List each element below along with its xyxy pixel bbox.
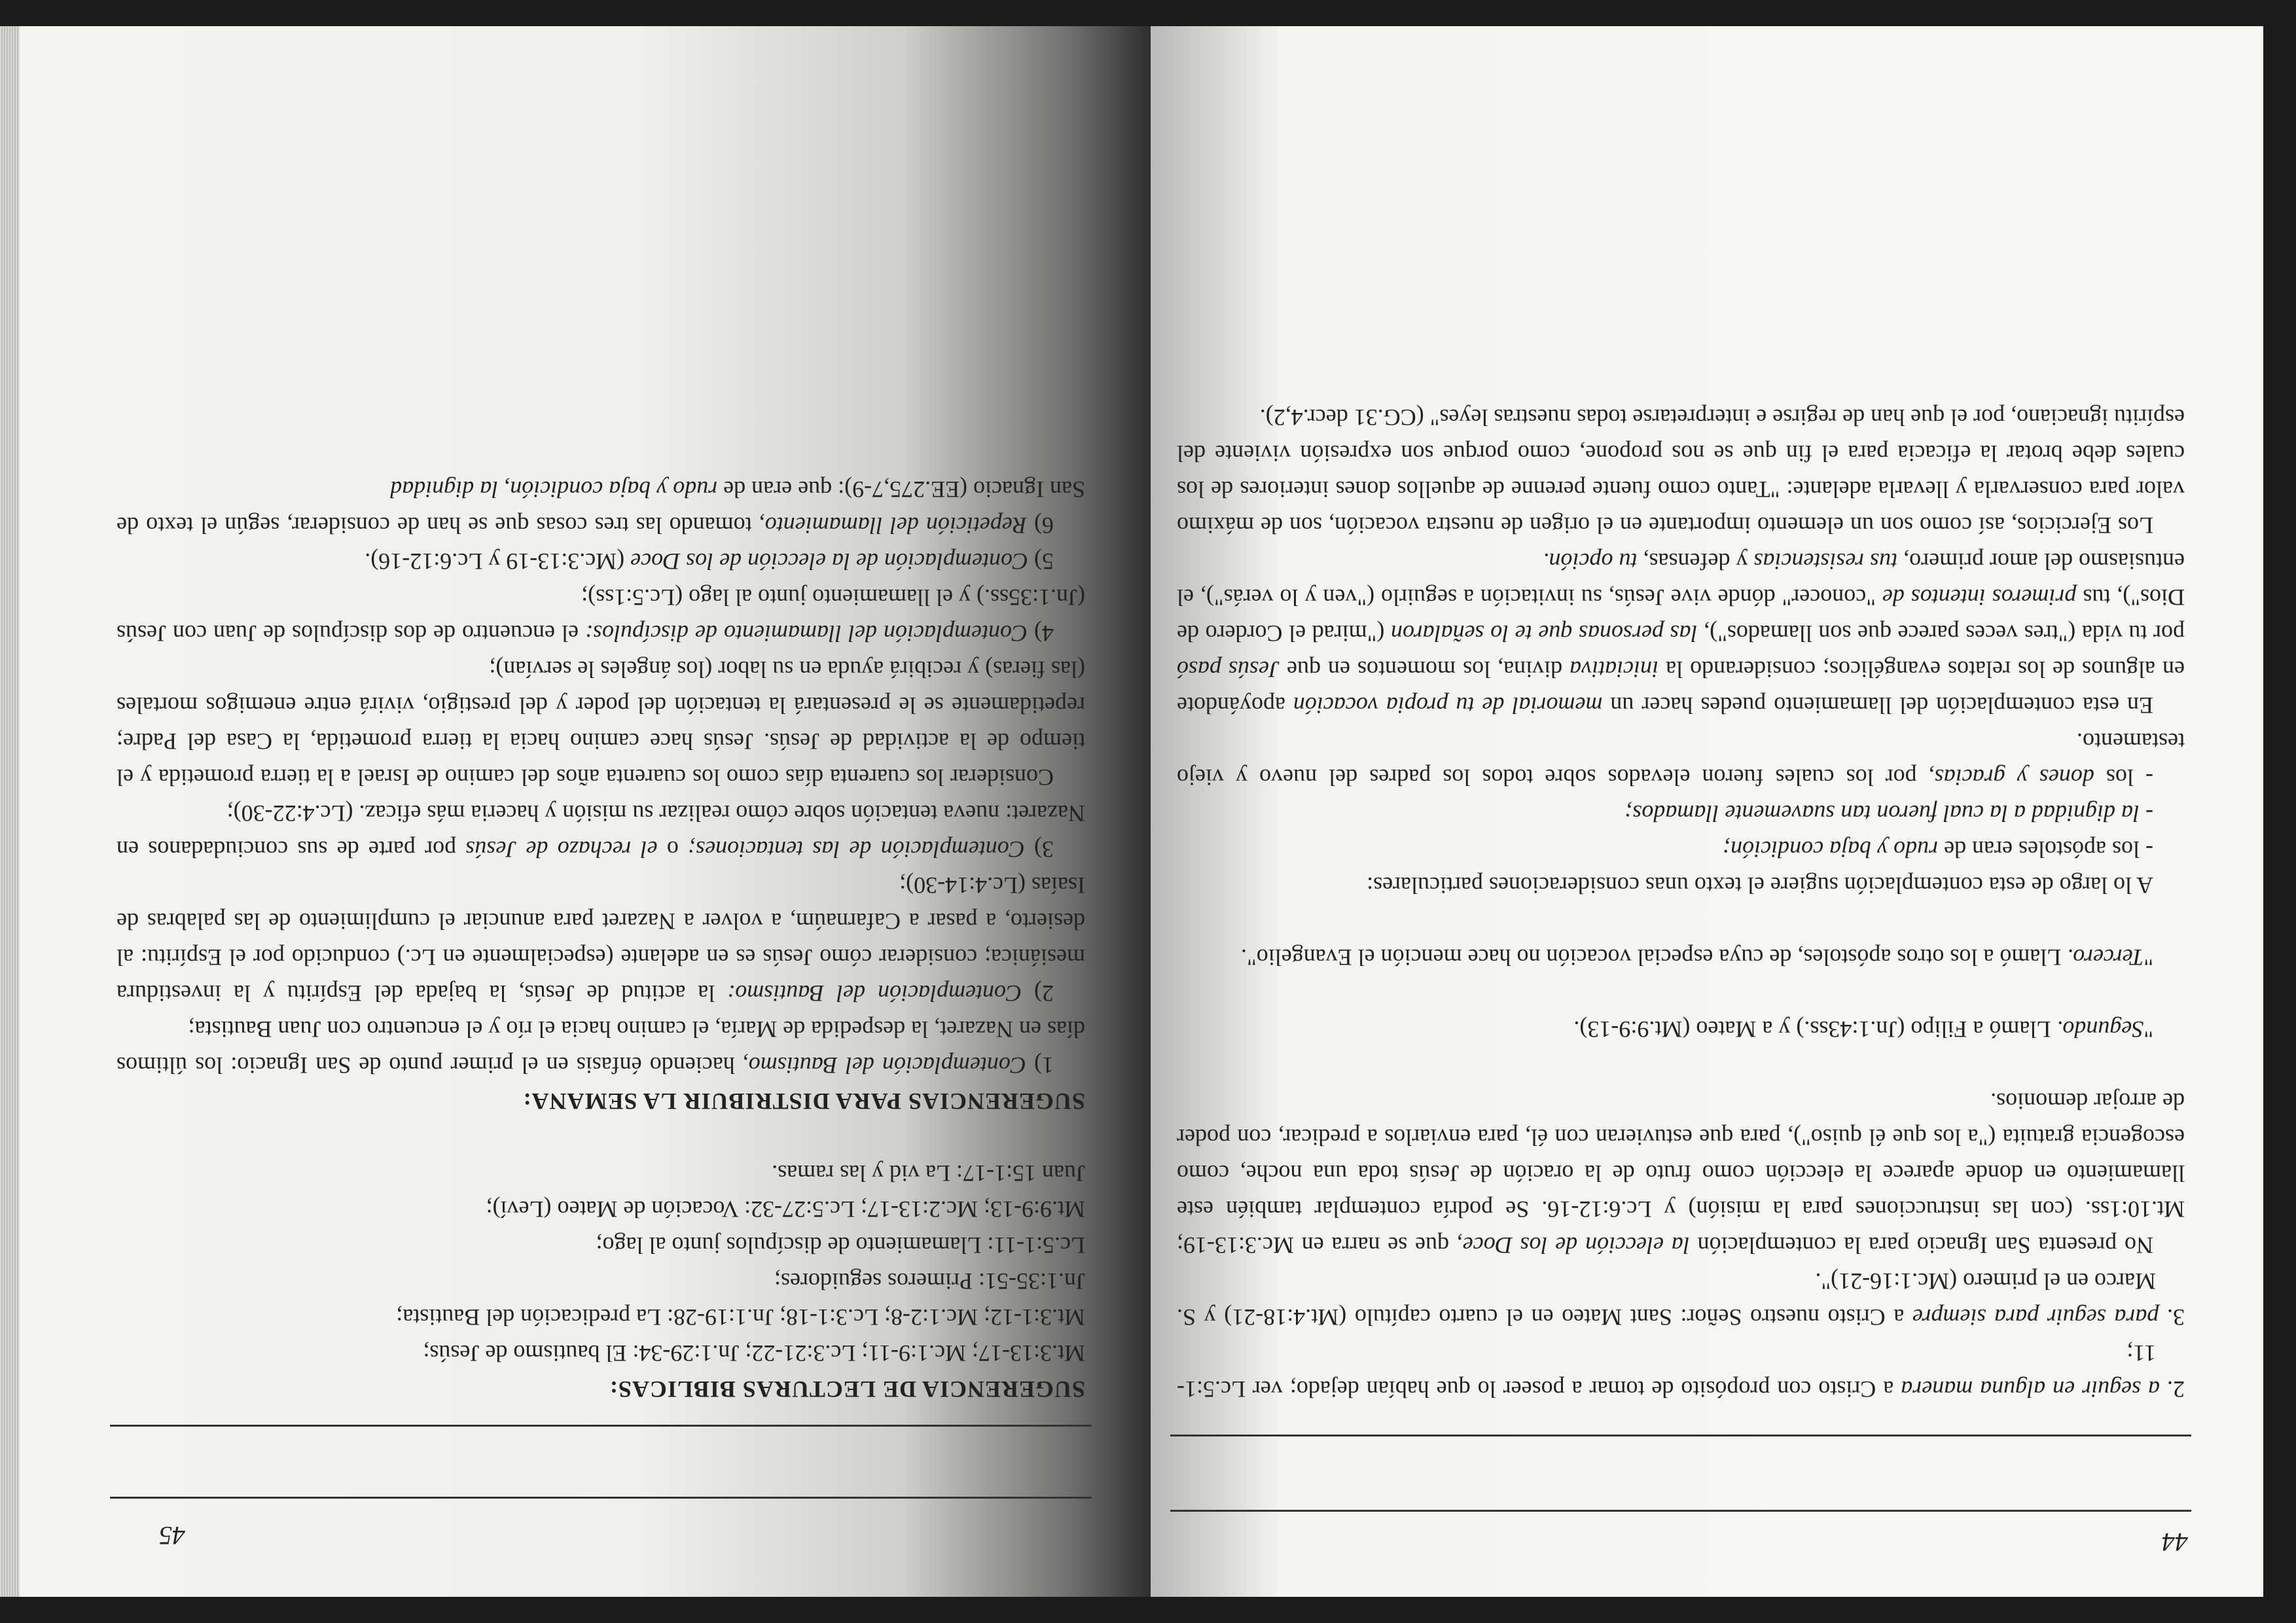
paragraph: 2. a seguir en alguna manera a Cristo con propósito de tomar a poseer lo que habían dejado; ver Lc.5:1-11; bbox=[1176, 1340, 2185, 1402]
paragraph: "Segundo. Llamó a Filipo (Jn.1:43ss.) y a Mateo (Mt.9:9-13). bbox=[1573, 1016, 2153, 1043]
list-item: 2) Contemplación del Bautismo: la actitud de Jesús, la bajada del Espíritu y la investidura mesiánica; considerar cómo Jesús es en adelante (especialmente en Lc.) conducido por el Espíritu: al desierto, a pasar a Cafarnaúm, a volver a Nazaret para anunciar el cumplimiento de las palabras de Isaías (Lc.4:14-30); bbox=[117, 872, 1085, 1007]
reading-item: Mt.9:9-13; Mc.2:13-17; Lc.5:27-32: Vocación de Mateo (Leví); bbox=[486, 1196, 1085, 1222]
section-heading: SUGERENCIAS PARA DISTRIBUIR LA SEMANA: bbox=[522, 1088, 1085, 1115]
header-rule-lower bbox=[110, 1425, 1092, 1427]
list-item: 6) Repetición del llamamiento, tomando las tres cosas que se han de considerar, según el texto de San Ignacio (EE.275,7-9): que eran de rudo y baja condición, la dignidad bbox=[117, 476, 1085, 539]
page-44 bbox=[1151, 26, 2263, 1597]
paragraph: En esta contemplación del llamamiento puedes hacer un memorial de tu propia vocación apoyándote en algunos de los relatos evangélicos; considerando la iniciativa divina, los momentos en que Jesús pasó por tu vida ("tres veces parece que son llamados"), las personas que te lo señalaron ("mirad el Cordero de Dios"), tus primeros intentos de "conocer" dónde vive Jesús, su invitación a seguirlo ("ven y lo verás"), el entusiasmo del amor primero, tus resistencias y defensas, tu opción. bbox=[1177, 548, 2185, 719]
header-rule bbox=[110, 1497, 1092, 1499]
page-number: 44 bbox=[2162, 1527, 2188, 1557]
header-rule bbox=[1170, 1510, 2191, 1512]
header-rule-lower bbox=[1170, 1435, 2191, 1436]
paragraph: No presenta San Ignacio para la contemplación la elección de los Doce, que se narra en Mc.3:13-19; Mt.10:1ss. (con las instrucciones para la misión) y Lc.6:12-16. Se podría contemplar también este llamamiento en donde aparece la elección como fruto de la oración de Jesús toda una noche, como escogencia gratuita ("a los que él quiso"), para que estuvieran con él, para enviarlos a predicar, con poder de arrojar demonios. bbox=[1177, 1088, 2185, 1258]
reading-item: Jn.1:35-51: Primeros seguidores; bbox=[774, 1268, 1085, 1294]
reading-item: Juan 15:1-17: La vid y las ramas. bbox=[772, 1160, 1085, 1186]
paragraph: Considerar los cuarenta días como los cuarenta años del camino de Israel a la tierra prometida y el tiempo de la actividad de Jesús. Jesús hace camino hacia la tierra prometida, la Casa del Padre; repetidamente se le presentará la tentación del poder y del prestigio, vivirá entre enemigos mortales (las fieras) y recibirá ayuda en su labor (los ángeles le servían); bbox=[117, 656, 1085, 791]
paragraph: 3. para seguir para siempre a Cristo nuestro Señor: Sant Mateo en el cuarto capítulo (Mt.4:18-21) y S. Marco en el primero (Mc.1:16-21)". bbox=[1177, 1268, 2185, 1330]
list-item: 5) Contemplación de la elección de los Doce (Mc.3:13-19 y Lc.6:12-16). bbox=[365, 548, 1054, 575]
page-45 bbox=[20, 26, 1151, 1597]
page-number: 45 bbox=[159, 1521, 185, 1550]
paragraph: "Tercero. Llamó a los otros apóstoles, de cuya especial vocación no hace mención el Evangelio". bbox=[1241, 944, 2153, 971]
page-block-edge bbox=[0, 26, 20, 1597]
reading-item: Mt.3:1-12; Mc.1:2-8; Lc.3:1-18; Jn.1:19-28: La predicación del Bautista; bbox=[396, 1304, 1085, 1330]
section-heading: SUGERENCIA DE LECTURAS BIBLICAS: bbox=[609, 1376, 1085, 1402]
reading-item: Lc.5:1-11: Llamamiento de discípulos junto al lago; bbox=[596, 1232, 1085, 1258]
page-45-body bbox=[117, 471, 1085, 1407]
list-item: - los apóstoles eran de rudo y baja condición; bbox=[1723, 836, 2153, 863]
paragraph: Los Ejercicios, así como son un elemento importante en el origen de nuestra vocación, son de máximo valor para conservarla y llevarla adelante: "Tanto como fuente perenne de aquellos dones interiores de los cuales debe brotar la eficacia para el fin que se nos propone, como porque son expresión viviente del espíritu ignaciano, por el que han de regirse e interpretarse todas nuestras leyes" (CG.31 decr.4,2). bbox=[1177, 404, 2185, 539]
list-item: 3) Contemplación de las tentaciones; o el rechazo de Jesús por parte de sus conciudadanos en Nazaret: nueva tentación sobre cómo realizar su misión y haceria más eficaz. (Lc.4:22-30); bbox=[117, 800, 1085, 863]
page-44-body bbox=[1177, 399, 2185, 1407]
list-item: 1) Contemplación del Bautismo, haciendo énfasis en el primer punto de San Ignacio: los últimos días en Nazaret, la despedida de María, el camino hacia el río y el encuentro con Juan Bautista; bbox=[117, 1016, 1085, 1079]
list-item: - la dignidad a la cual fueron tan suavemente llamados; bbox=[1624, 800, 2153, 827]
paragraph: A lo largo de esta contemplación sugiere el texto unas consideraciones particulares: bbox=[1367, 872, 2153, 899]
list-item: - los dones y gracias, por los cuales fueron elevados sobre todos los padres del nuevo y viejo testamento. bbox=[1176, 728, 2185, 791]
list-item: 4) Contemplación del llamamiento de discípulos: el encuentro de dos discípulos de Juan con Jesús (Jn.1:35ss.) y el llamamiento junto al lago (Lc.5:1ss); bbox=[116, 584, 1085, 647]
reading-item: Mt.3:13-17; Mc.1:9-11; Lc.3:21-22; Jn.1:29-34: El bautismo de Jesús; bbox=[423, 1340, 1085, 1366]
